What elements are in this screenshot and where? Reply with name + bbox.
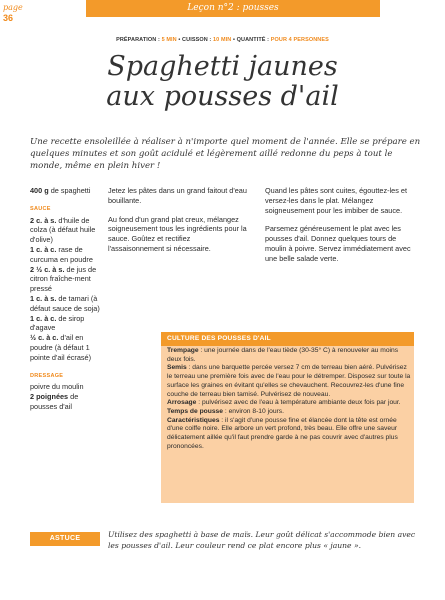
- ingredient-text: d'ail en poudre (à défaut 1 pointe d'ail écrasé): [30, 333, 92, 362]
- culture-item-label: Caractéristiques: [167, 416, 220, 424]
- page-label: page: [3, 3, 23, 12]
- steps-column-1: [108, 186, 248, 263]
- ingredient-text: d'huile de colza (à défaut huile d'olive): [30, 215, 96, 245]
- sauce-ingredient: [30, 216, 102, 245]
- dressing-ingredient: poivre du moulin: [30, 382, 84, 392]
- culture-item: [167, 364, 411, 399]
- dressing-ingredient: [30, 392, 102, 412]
- culture-item: [167, 408, 411, 417]
- culture-item-text: : environ 8-10 jours.: [223, 407, 284, 415]
- ingredient-qty: 2 poignées: [30, 392, 69, 402]
- ingredient-qty: 400 g: [30, 186, 49, 195]
- ingredient-text: rase de curcuma en poudre: [30, 244, 93, 264]
- ingredient-qty: 1 c. à c.: [30, 313, 57, 323]
- step-paragraph: Parsemez généreusement le plat avec les pousses d'ail. Donnez quelques tours de moulin à poivre. Servez immédiatement avec une belle salade verte.: [265, 224, 411, 263]
- sauce-ingredient: [30, 333, 102, 362]
- culture-title: CULTURE DES POUSSES D'AIL: [161, 332, 414, 346]
- recipe-intro: Une recette ensoleillée à réaliser à n'importe quel moment de l'année. Elle se prépare en quelques minutes et son goût acidulé et légèrement aillé redonne du peps à tout le monde, même en plein hiver !: [30, 137, 421, 171]
- recipe-title-line-2: aux pousses d'ail: [106, 81, 339, 112]
- culture-item-text: : une journée dans de l'eau tiède (30-35° C) à renouveler au moins deux fois.: [167, 347, 399, 363]
- sauce-ingredient: [30, 245, 102, 265]
- recipe-title-line-1: Spaghetti jaunes: [107, 51, 338, 82]
- ingredient-qty: 2 c. à s.: [30, 215, 57, 225]
- culture-item: [167, 399, 411, 408]
- sauce-ingredient: [30, 314, 102, 334]
- ingredient-main: [30, 186, 102, 196]
- cook-value: 10 MIN: [213, 37, 232, 43]
- culture-item-label: Trempage: [167, 347, 199, 354]
- culture-item-text: : il s'agit d'une pousse fine et élancée dont la tête est ornée d'une coiffe noire. Elle arbore un vert profond, très beau. Elle offre une saveur délicatement aillée qu'il faut prendre garde à ne pas couvrir avec d'autres plus prononcées.: [167, 416, 398, 450]
- recipe-title: [60, 52, 385, 112]
- sauce-ingredient: [30, 294, 102, 314]
- ingredient-text: de jus de citron fraîche-ment pressé: [30, 264, 97, 294]
- sauce-label: SAUCE: [30, 205, 51, 212]
- step-paragraph: Quand les pâtes sont cuites, égouttez-les et versez-les dans le plat. Mélangez soigneusement pour les imbiber de sauce.: [265, 186, 407, 215]
- tip-label: ASTUCE: [30, 532, 100, 546]
- cook-label: CUISSON :: [182, 37, 212, 43]
- culture-item: [167, 417, 411, 452]
- ingredient-qty: 2 ½ c. à s.: [30, 264, 65, 274]
- step-paragraph: Au fond d'un grand plat creux, mélangez soigneusement tous les ingrédients pour la sauce. Goûtez et rectifiez l'assaisonnement si nécessaire.: [108, 214, 247, 253]
- steps-column-2: [265, 186, 415, 273]
- sauce-ingredient: [30, 265, 102, 294]
- lesson-banner: Leçon n°2 : pousses: [86, 0, 380, 17]
- step-paragraph: Jetez les pâtes dans un grand faitout d'eau bouillante.: [108, 186, 247, 205]
- dressing-label: DRESSAGE: [30, 372, 64, 379]
- ingredient-text: de sirop d'agave: [30, 313, 85, 333]
- tip-text: Utilisez des spaghetti à base de maïs. Leur goût délicat s'accommode bien avec les pousses d'ail. Leur couleur rend ce plat encore plus « jaune ».: [108, 530, 416, 550]
- ingredient-text: de pousses d'ail: [30, 392, 79, 411]
- culture-box: [161, 332, 414, 503]
- ingredients-column: [30, 186, 102, 412]
- qty-label: QUANTITÉ :: [236, 37, 270, 43]
- recipe-meta: [0, 37, 445, 43]
- culture-item-label: Arrosage: [167, 399, 197, 407]
- culture-item-text: : pulvérisez avec de l'eau à température ambiante deux fois par jour.: [196, 399, 401, 407]
- page-number: 36: [3, 13, 14, 23]
- page-tab: [0, 0, 22, 40]
- culture-item-label: Temps de pousse: [167, 407, 223, 415]
- ingredient-qty: ½ c. à c.: [30, 333, 59, 343]
- meta-separator: •: [178, 37, 183, 43]
- ingredient-text: de spaghetti: [48, 186, 91, 195]
- qty-value: POUR 4 PERSONNES: [270, 37, 329, 43]
- culture-item: [167, 347, 411, 364]
- ingredient-qty: 1 c. à s.: [30, 293, 57, 303]
- prep-value: 5 MIN: [161, 37, 177, 43]
- prep-label: PRÉPARATION :: [116, 37, 160, 43]
- ingredient-text: de tamari (à défaut sauce de soja): [30, 293, 100, 313]
- meta-separator: •: [232, 37, 237, 43]
- culture-item-text: : dans une barquette percée versez 7 cm de terreau bien aéré. Pulvérisez le terreau une première fois avec de l'eau pour le détremper. Disposez sur toute la surface les graines en évitant qu'elles se chevauchent. Recouvrez-les d'une fine couche de terreau bien tamisé. Pulvérisez de nouveau.: [167, 364, 411, 398]
- culture-body: [167, 347, 411, 451]
- culture-item-label: Semis: [167, 364, 187, 372]
- ingredient-qty: 1 c. à c.: [30, 244, 57, 254]
